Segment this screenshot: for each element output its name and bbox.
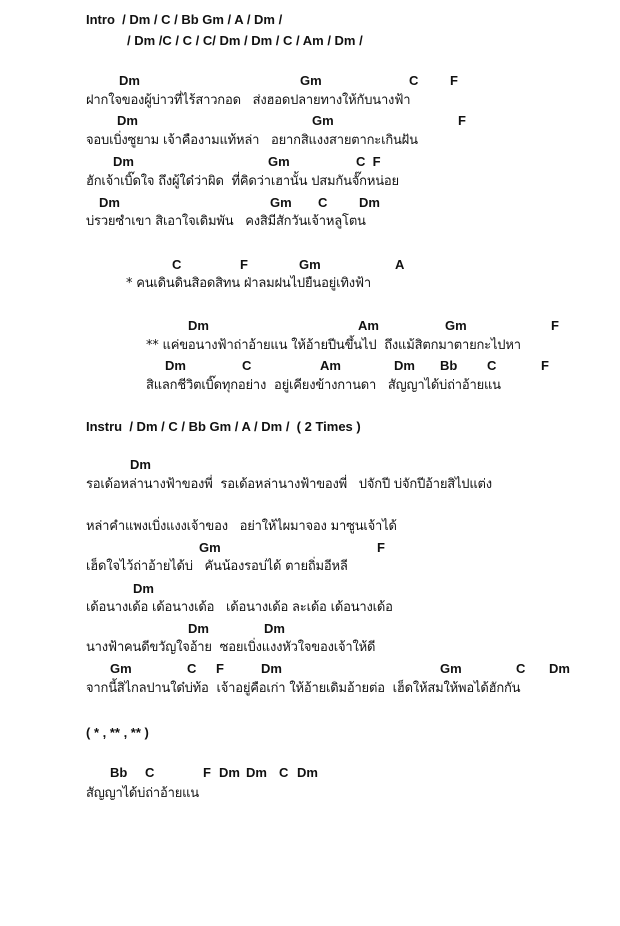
verse2-lyric-2: หล่าคำแพงเบิ่งแงงเจ้าของ อย่าให้ไผมาจอง มาซูนเจ้าได้ — [86, 519, 397, 534]
chord: Dm — [359, 195, 380, 210]
chord: Gm — [270, 195, 292, 210]
chord: F — [203, 765, 211, 780]
chord: Dm — [394, 358, 415, 373]
chord: Dm — [188, 318, 209, 333]
chord: A — [395, 257, 405, 272]
verse2-chords-5 — [0, 620, 620, 638]
pre-chorus-lyric: * คนเดินดินสิอดสิทน ฝ่าลมฝนไปยืนอยู่เทิงฟ้า — [126, 276, 371, 291]
chord: F — [551, 318, 559, 333]
verse2-chords-4: Dm — [133, 581, 154, 596]
chord: C — [487, 358, 497, 373]
chord: C — [187, 661, 197, 676]
chord: F — [240, 257, 248, 272]
chord: Bb — [110, 765, 128, 780]
chord: F — [216, 661, 224, 676]
chord: Dm — [99, 195, 120, 210]
chord: F — [541, 358, 549, 373]
verse2-lyric-5: นางฟ้าคนดีขวัญใจอ้าย ซอยเบิ่งแงงหัวใจของเจ้าให้ดี — [86, 640, 376, 655]
chorus-chords-2 — [0, 357, 620, 375]
chord: Bb — [440, 358, 458, 373]
verse1-lyric-3: ฮักเจ้าเบิ๊ดใจ ถึงผู้ใด๋ว่าผิด ที่คิดว่าเฮานั้น ปสมกันจั๊กหน่อย — [86, 174, 399, 189]
chord: Gm — [199, 540, 221, 555]
chord: Dm — [119, 73, 140, 88]
verse1-lyric-4: บ่รวยซำเขา สิเอาใจเดิมพัน คงสิมีสักวันเจ้าหลูโตน — [86, 214, 366, 229]
chorus-chords-1 — [0, 317, 620, 335]
intro-line-1: Intro / Dm / C / Bb Gm / A / Dm / — [86, 12, 283, 27]
chord: C — [145, 765, 155, 780]
verse1-chords-3 — [0, 153, 620, 171]
outro-lyric: สัญญาได้บ่ถ่าอ้ายแน — [86, 786, 199, 801]
verse2-lyric-1: รอเด้อหล่านางฟ้าของพี่ รอเด้อหล่านางฟ้าของพี่ ปจักปี บ่จักปีอ้ายสิไปแต่ง — [86, 477, 492, 492]
chord: Dm — [264, 621, 285, 636]
repeat-marker: ( * , ** , ** ) — [86, 725, 149, 740]
chord: Gm — [110, 661, 132, 676]
chord: Gm — [300, 73, 322, 88]
chorus-lyric-2: สิแลกชีวิตเบิ๊ดทุกอย่าง อยู่เคียงข้างกานดา สัญญาได้บ่ถ่าอ้ายแน — [146, 378, 501, 393]
chord: Dm — [297, 765, 318, 780]
chord: Dm — [549, 661, 570, 676]
chord: Dm — [165, 358, 186, 373]
verse1-chords-1 — [0, 72, 620, 90]
verse2-lyric-6: จากนี้สิไกลปานใด๋บ่ท้อ เจ้าอยู่คือเก่า ให้อ้ายเดิมอ้ายต่อ เฮ็ดให้สมให้พอได้ฮักกัน — [86, 681, 521, 696]
chord: Dm — [219, 765, 240, 780]
chord: C — [279, 765, 289, 780]
intro-line-2: / Dm /C / C / C/ Dm / Dm / C / Am / Dm / — [127, 33, 363, 48]
verse1-lyric-2: จอบเบิ่งซูยาม เจ้าคืองามแท้หล่า อยากสิแงงสายตากะเกินฝัน — [86, 133, 418, 148]
outro-chords — [0, 764, 620, 782]
chord: Dm — [246, 765, 267, 780]
chord: C — [409, 73, 419, 88]
chord: Gm — [445, 318, 467, 333]
chord: Dm — [261, 661, 282, 676]
chord: C — [516, 661, 526, 676]
chord: Gm — [312, 113, 334, 128]
chord: Gm — [299, 257, 321, 272]
chord: Am — [358, 318, 379, 333]
chorus-lyric-1: ** แค่ขอนางฟ้าถ่าอ้ายแน ให้อ้ายปีนขึ้นไป ถึงแม้สิตกมาตายกะไปหา — [146, 338, 521, 353]
verse1-lyric-1: ฝากใจของผู้บ่าวที่ไร้สาวกอด ส่งฮอดปลายทางให้กับนางฟ้า — [86, 93, 411, 108]
verse2-lyric-3: เฮ็ดใจไว้ถ่าอ้ายได้บ่ คันน้องรอบ่ได้ ตายถิ่มอีหลี — [86, 559, 348, 574]
instrumental-line: Instru / Dm / C / Bb Gm / A / Dm / ( 2 Times ) — [86, 419, 361, 434]
chord: F — [458, 113, 466, 128]
pre-chorus-chords — [0, 256, 620, 274]
chord: Dm — [188, 621, 209, 636]
verse1-chords-4 — [0, 194, 620, 212]
chord: C — [318, 195, 328, 210]
chord: F — [450, 73, 458, 88]
chord: C F — [356, 154, 381, 169]
chord: Gm — [440, 661, 462, 676]
chord: Dm — [117, 113, 138, 128]
verse1-chords-2 — [0, 112, 620, 130]
chord: C — [172, 257, 182, 272]
chord: Gm — [268, 154, 290, 169]
verse2-chords-3 — [0, 539, 620, 557]
chord: Dm — [113, 154, 134, 169]
verse2-lyric-4: เด้อนางเด้อ เด้อนางเด้อ เด้อนางเด้อ ละเด้อ เด้อนางเด้อ — [86, 600, 393, 615]
chord: Am — [320, 358, 341, 373]
chord: C — [242, 358, 252, 373]
verse2-chords-6 — [0, 660, 620, 678]
verse2-chords-1: Dm — [130, 457, 151, 472]
chord: F — [377, 540, 385, 555]
